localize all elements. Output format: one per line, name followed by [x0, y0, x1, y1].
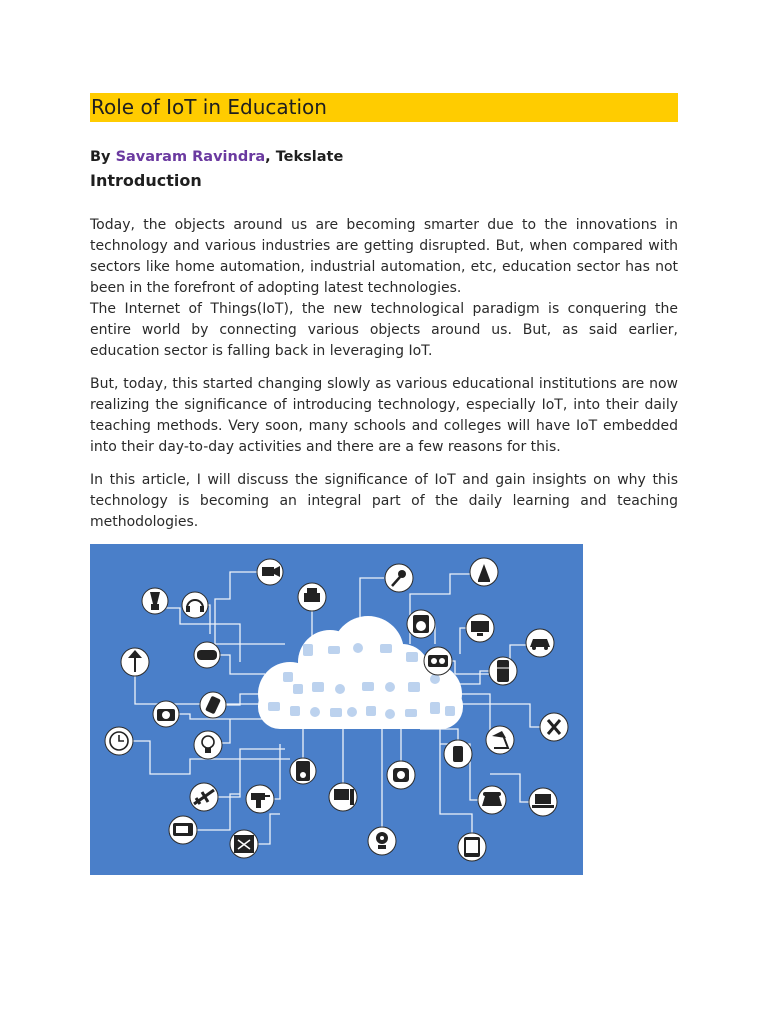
byline [90, 149, 343, 165]
headphones-icon [182, 592, 208, 618]
paragraph: But, today, this started changing slowly as various educational institutions are now realizing the significance of introducing technology, especially IoT, into their daily teaching methods. Very soon, many schools and colleges will have IoT embedded into their day-to-day activities and there are a few reasons for this. [90, 376, 678, 455]
author-link[interactable]: Savaram Ravindra [115, 149, 266, 165]
telephone-icon [478, 786, 506, 814]
game-controller-icon [194, 642, 220, 668]
refrigerator-icon [489, 657, 517, 685]
radio-icon [424, 647, 452, 675]
fan-icon [540, 713, 568, 741]
airplane-icon [190, 783, 218, 811]
laptop-icon [529, 788, 557, 816]
paragraph-group [90, 215, 678, 362]
paragraph: In this article, I will discuss the significance of IoT and gain insights on why this technology is becoming an integral part of the daily learning and teaching methodologies. [90, 472, 678, 530]
desktop-computer-icon [329, 783, 357, 811]
paragraph: Today, the objects around us are becoming smarter due to the innovations in technology and various industries are getting disrupted. But, when compared with sectors like home automation, industrial automation, etc, education sector has not been in the forefront of adopting latest technologies. [90, 217, 678, 296]
iot-network-diagram [90, 544, 583, 875]
printer-icon [298, 583, 326, 611]
section-heading: Introduction [90, 171, 202, 190]
iot-illustration [90, 544, 583, 875]
scale-icon [387, 761, 415, 789]
smartwatch-icon [444, 740, 472, 768]
byline-suffix: , Tekslate [265, 149, 344, 165]
floor-lamp-icon [121, 648, 149, 676]
microphone-icon [385, 564, 413, 592]
article-title: Role of IoT in Education [91, 95, 327, 119]
paragraph: The Internet of Things(IoT), the new technological paradigm is conquering the entire world by connecting various objects around us. But, as said earlier, education sector is falling back in leveraging IoT. [90, 301, 678, 359]
webcam-icon [368, 827, 396, 855]
camera-icon [153, 701, 179, 727]
clock-icon [105, 727, 133, 755]
monitor-icon [466, 614, 494, 642]
reading-lamp-icon [486, 726, 514, 754]
title-highlight [90, 93, 678, 122]
television-icon [169, 816, 197, 844]
drill-icon [246, 785, 274, 813]
video-camera-icon [257, 559, 283, 585]
car-icon [526, 629, 554, 657]
speaker-icon [290, 758, 316, 784]
byline-prefix: By [90, 149, 116, 165]
desk-lamp-icon [470, 558, 498, 586]
air-conditioner-icon [230, 830, 258, 858]
tablet-icon [458, 833, 486, 861]
blender-icon [142, 588, 168, 614]
light-bulb-icon [194, 731, 222, 759]
mobile-phone-icon [200, 692, 226, 718]
washing-machine-icon [407, 610, 435, 638]
